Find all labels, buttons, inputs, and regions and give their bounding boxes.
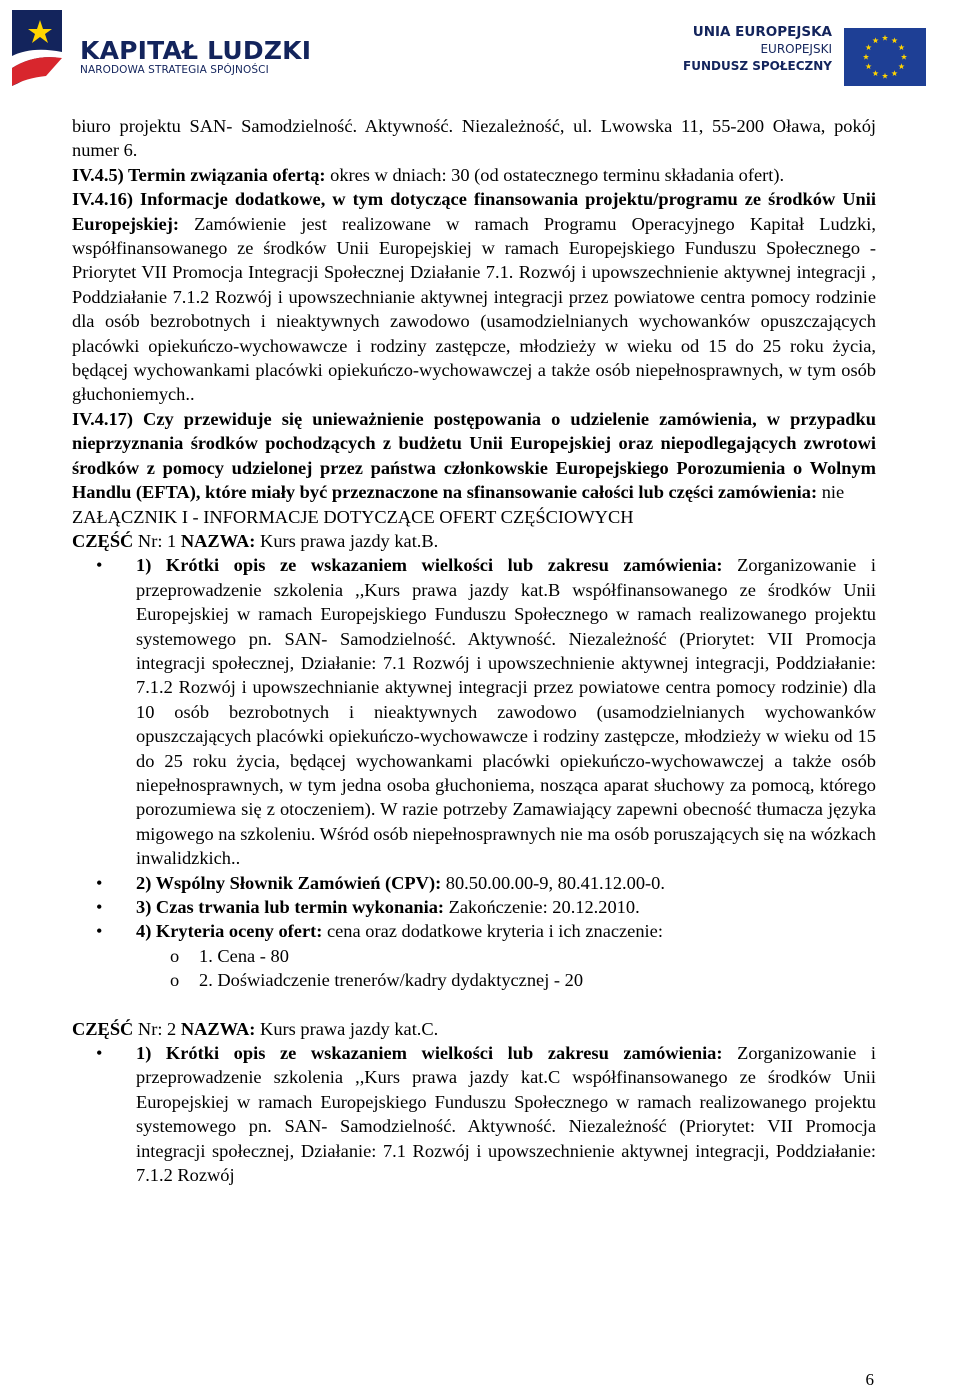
list-item (72, 1041, 876, 1187)
list-item (72, 895, 876, 919)
bullet-icon: • (96, 921, 103, 942)
part2-number: Nr: 2 (133, 1018, 181, 1039)
bullet-icon: • (96, 897, 103, 917)
iv-4-5-heading: IV.4.5) Termin związania ofertą: (72, 164, 326, 185)
paragraph-iv-4-5 (72, 163, 876, 187)
list-item (72, 871, 876, 895)
spacer (72, 993, 876, 1017)
criteria-list (136, 944, 876, 993)
part2-name-label: NAZWA: (180, 1018, 256, 1039)
paragraph-iv-4-16 (72, 187, 876, 407)
iv-4-17-text: nie (817, 482, 845, 503)
item-text: Zorganizowanie i przeprowadzenie szkolenia ,,Kurs prawa jazdy kat.B współfinansowanego ze środków Unii Europejskiej w ramach Europejskiego Funduszu Społecznego w ramach realizowanego projektu systemowego pn. SAN- Samodzielność. Aktywność. Niezależność (Priorytet: VII Promocja integracji społecznej, Działanie: 7.1 Rozwój i upowszechnienie aktywnej integracji, Poddziałanie: 7.1.2 Rozwój i upowszechnianie aktywnej integracji przez powiatowe centra pomocy rodzinie) dla 10 osób bezrobotnych i nieaktywnych zawodowo (usamodzielnianych wychowanków opuszczających placówki opiekuńczo-wychowawcze i rodziny zastępcze, młodzieży w wieku od 15 do 25 roku życia, będącej wychowankami placówki opiekuńczo-wychowawczej a także osób niepełnosprawnych, w tym jedna osoba głuchoniema, nosząca aparat słuchowy za pomocą, którego porozumiewa się z otoczeniem). W razie potrzeby Zamawiający zapewni obecność tłumacza języka migowego na szkoleniu. Wśród osób niepełnosprawnych nie ma osób poruszających się na wózkach inwalidzkich.. (136, 555, 876, 869)
page-number: 6 (865, 1370, 874, 1389)
part1-heading (72, 529, 876, 553)
sub-bullet-icon: o (170, 970, 180, 991)
eu-logo-line1: UNIA EUROPEJSKA (692, 24, 832, 40)
part2-heading (72, 1017, 876, 1041)
document-body (72, 114, 876, 1187)
item-text: Zakończenie: 20.12.2010. (444, 897, 640, 917)
bullet-icon: • (96, 555, 103, 576)
part1-name-label: NAZWA: (180, 530, 256, 551)
iv-4-16-heading: IV.4.16) Informacje dodatkowe, w tym dotyczące finansowania projektu/programu ze środków Unii Europejskiej: (72, 189, 876, 234)
bullet-icon: • (96, 872, 103, 893)
annex-heading: ZAŁĄCZNIK I - INFORMACJE DOTYCZĄCE OFERT CZĘŚCIOWYCH (72, 506, 634, 527)
eu-logo-text (683, 24, 832, 75)
eu-flag-icon (844, 28, 926, 86)
item-heading: 4) Kryteria oceny ofert: (136, 921, 323, 942)
bullet-icon: • (96, 1043, 103, 1064)
part2-list (72, 1041, 876, 1187)
part1-list (72, 553, 876, 992)
list-item (72, 919, 876, 992)
item-text: cena oraz dodatkowe kryteria i ich znaczenie: (322, 921, 663, 942)
kapital-ludzki-subtitle: NARODOWA STRATEGIA SPÓJNOŚCI (80, 64, 269, 76)
item-text: 80.50.00.00-9, 80.41.12.00-0. (441, 872, 665, 893)
sub-bullet-icon: o (170, 945, 180, 966)
item-text: Zorganizowanie i przeprowadzenie szkolenia ,,Kurs prawa jazdy kat.C współfinansowanego ze środków Unii Europejskiej w ramach Europejskiego Funduszu Społecznego w ramach realizowanego projektu systemowego pn. SAN- Samodzielność. Aktywność. Niezależność (Priorytet: VII Promocja integracji społecznej, Działanie: 7.1 Rozwój i upowszechnienie aktywnej integracji, Poddziałanie: 7.1.2 Rozwój (136, 1043, 876, 1186)
list-item (72, 553, 876, 870)
part2-label: CZĘŚĆ (72, 1018, 134, 1039)
criteria-text: 1. Cena - 80 (199, 945, 289, 966)
iv-4-5-text: okres w dniach: 30 (od ostatecznego terminu składania ofert). (325, 164, 785, 185)
item-heading: 2) Wspólny Słownik Zamówień (CPV): (136, 872, 442, 893)
paragraph-iv-4-17 (72, 407, 876, 505)
kapital-ludzki-title: KAPITAŁ LUDZKI (80, 36, 312, 65)
paragraph-address: biuro projektu SAN- Samodzielność. Aktywność. Niezależność, ul. Lwowska 11, 55-200 Oława, pokój numer 6. (72, 116, 876, 161)
eu-logo-line3: FUNDUSZ SPOŁECZNY (683, 59, 832, 73)
part1-number: Nr: 1 (133, 530, 181, 551)
iv-4-17-heading: IV.4.17) Czy przewiduje się unieważnienie postępowania o udzielenie zamówienia, w przypadku nieprzyznania środków pochodzących z budżetu Unii Europejskiej oraz niepodlegających zwrotowi środków z pomocy udzielonej przez państwa członkowskie Europejskiego Porozumienia o Wolnym Handlu (EFTA), które miały być przeznaczone na sfinansowanie całości lub części zamówienia: (72, 408, 876, 503)
item-heading: 1) Krótki opis ze wskazaniem wielkości lub zakresu zamówienia: (136, 1043, 723, 1064)
kapital-ludzki-logo (6, 6, 312, 88)
criteria-text: 2. Doświadczenie trenerów/kadry dydaktycznej - 20 (199, 970, 584, 991)
criteria-item (72, 944, 876, 968)
part2-name: Kurs prawa jazdy kat.C. (255, 1018, 439, 1039)
part1-label: CZĘŚĆ (72, 530, 134, 551)
item-heading: 3) Czas trwania lub termin wykonania: (136, 897, 445, 917)
item-heading: 1) Krótki opis ze wskazaniem wielkości lub zakresu zamówienia: (136, 555, 723, 576)
criteria-item (72, 968, 876, 992)
eu-logo (618, 12, 948, 82)
kapital-ludzki-emblem-icon (6, 6, 76, 88)
part1-name: Kurs prawa jazdy kat.B. (255, 530, 439, 551)
eu-logo-line2: EUROPEJSKI (760, 42, 832, 56)
iv-4-16-text: Zamówienie jest realizowane w ramach Programu Operacyjnego Kapitał Ludzki, współfinansowanego ze środków Unii Europejskiej w ramach Europejskiego Funduszu Społecznego - Priorytet VII Promocja Integracji Społecznej Działanie 7.1. Rozwój i upowszechnienie aktywnej integracji , Poddziałanie 7.1.2 Rozwój i upowszechnianie aktywnej integracji przez powiatowe centra pomocy rodzinie dla osób bezrobotnych i nieaktywnych zawodowo (usamodzielnianych wychowanków opuszczających placówki opiekuńczo-wychowawcze i rodziny zastępcze, młodzieży w wieku od 15 do 25 roku życia, będącej wychowankami placówki opiekuńczo-wychowawczej a także osób niepełnosprawnych, w tym osób głuchoniemych.. (72, 213, 876, 405)
